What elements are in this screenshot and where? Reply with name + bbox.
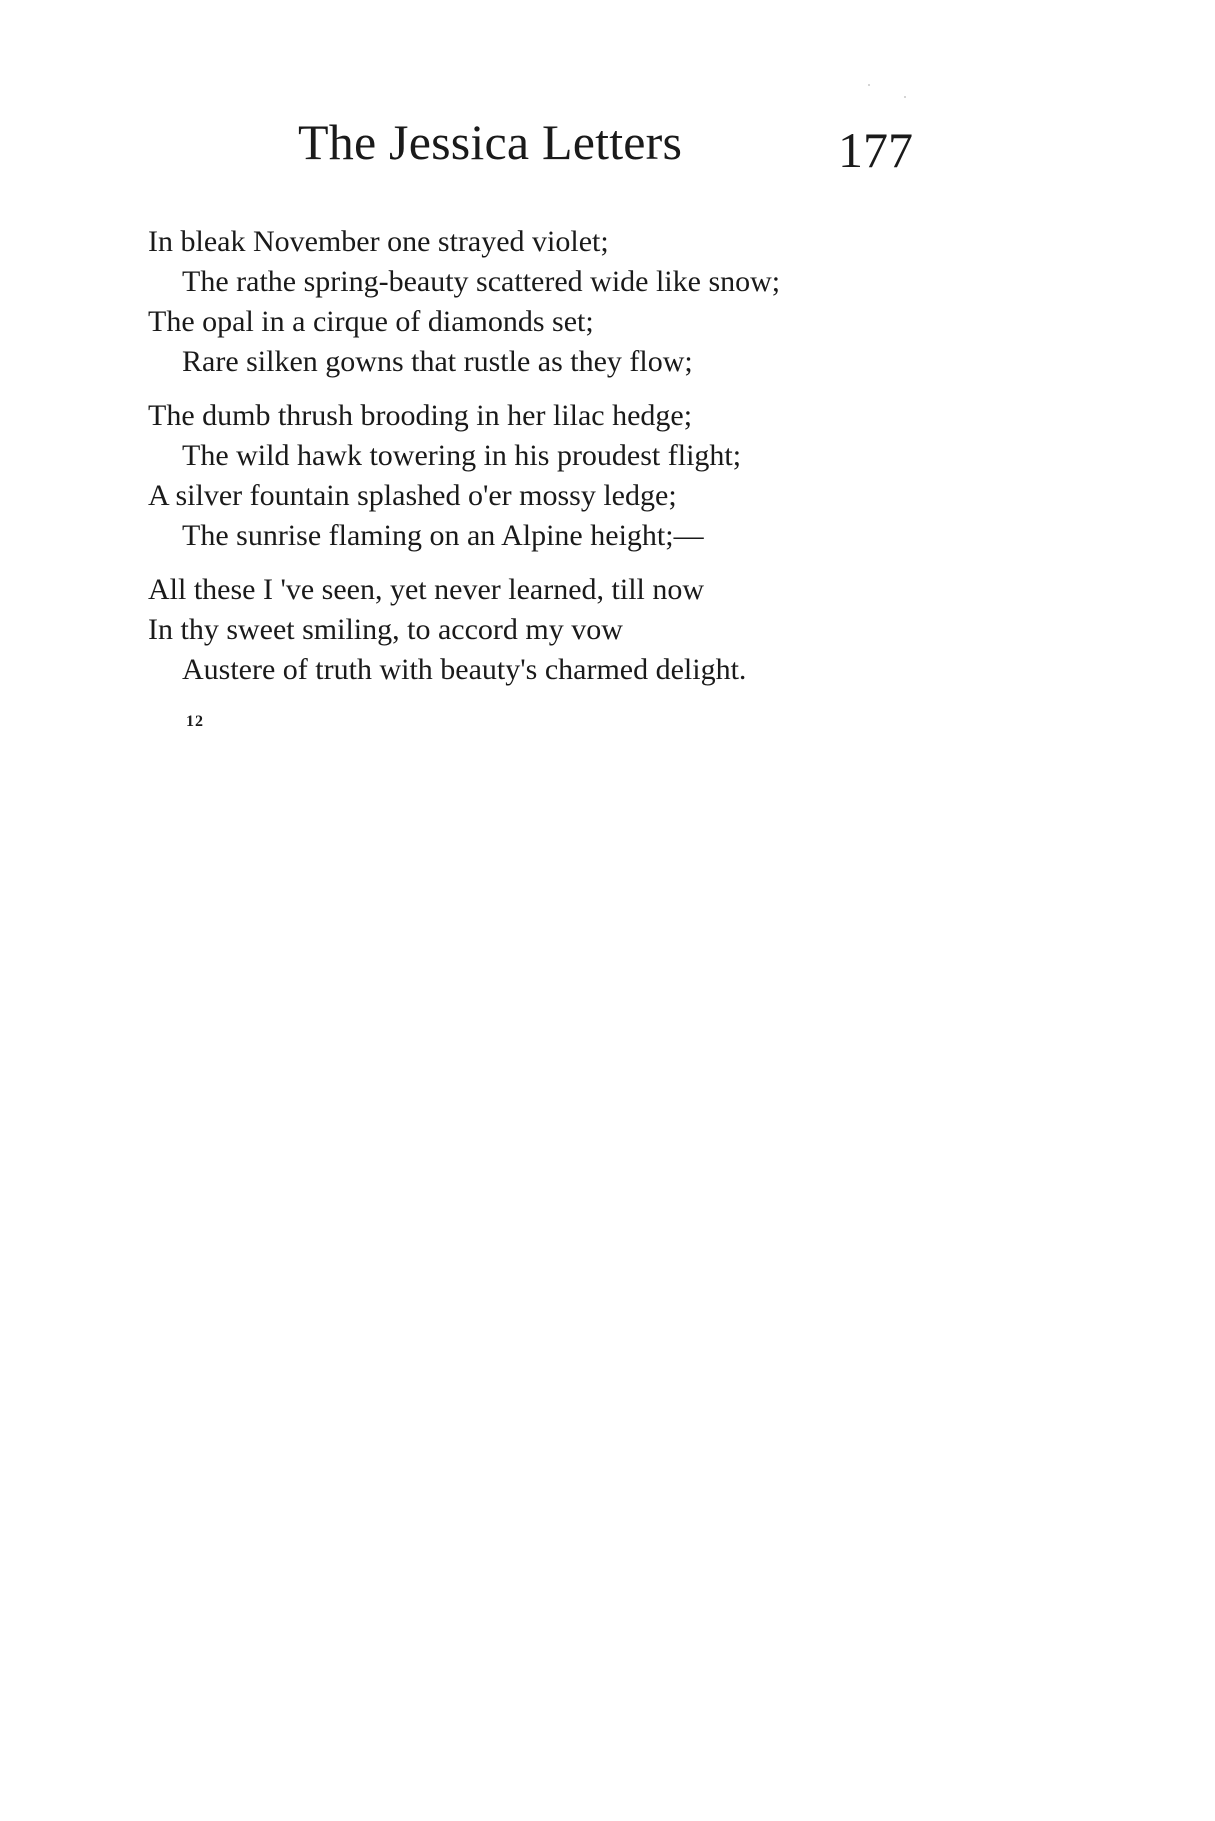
poem-line: In thy sweet smiling, to accord my vow bbox=[148, 613, 623, 646]
running-head bbox=[0, 112, 1215, 182]
poem-line: All these I 've seen, yet never learned, till now bbox=[148, 573, 705, 606]
poem-line: Rare silken gowns that rustle as they flow; bbox=[182, 345, 693, 378]
poem-line: A silver fountain splashed o'er mossy ledge; bbox=[148, 479, 677, 512]
poem-line: The wild hawk towering in his proudest flight; bbox=[182, 439, 742, 472]
poem-line: The sunrise flaming on an Alpine height;— bbox=[182, 519, 704, 552]
poem bbox=[148, 222, 1048, 704]
poem-line: Austere of truth with beauty's charmed delight. bbox=[182, 653, 747, 686]
stanza-3 bbox=[148, 570, 1048, 690]
stanza-1 bbox=[148, 222, 1048, 382]
signature-mark: 12 bbox=[186, 713, 204, 730]
stanza-2 bbox=[148, 396, 1048, 556]
poem-line: The opal in a cirque of diamonds set; bbox=[148, 305, 594, 338]
print-speck bbox=[868, 84, 870, 86]
poem-line: In bleak November one strayed violet; bbox=[148, 225, 609, 258]
page-number: 177 bbox=[838, 122, 913, 178]
running-title: The Jessica Letters bbox=[298, 114, 683, 170]
poem-line: The rathe spring-beauty scattered wide like snow; bbox=[182, 265, 781, 298]
print-speck bbox=[904, 96, 906, 98]
poem-line: The dumb thrush brooding in her lilac hedge; bbox=[148, 399, 693, 432]
